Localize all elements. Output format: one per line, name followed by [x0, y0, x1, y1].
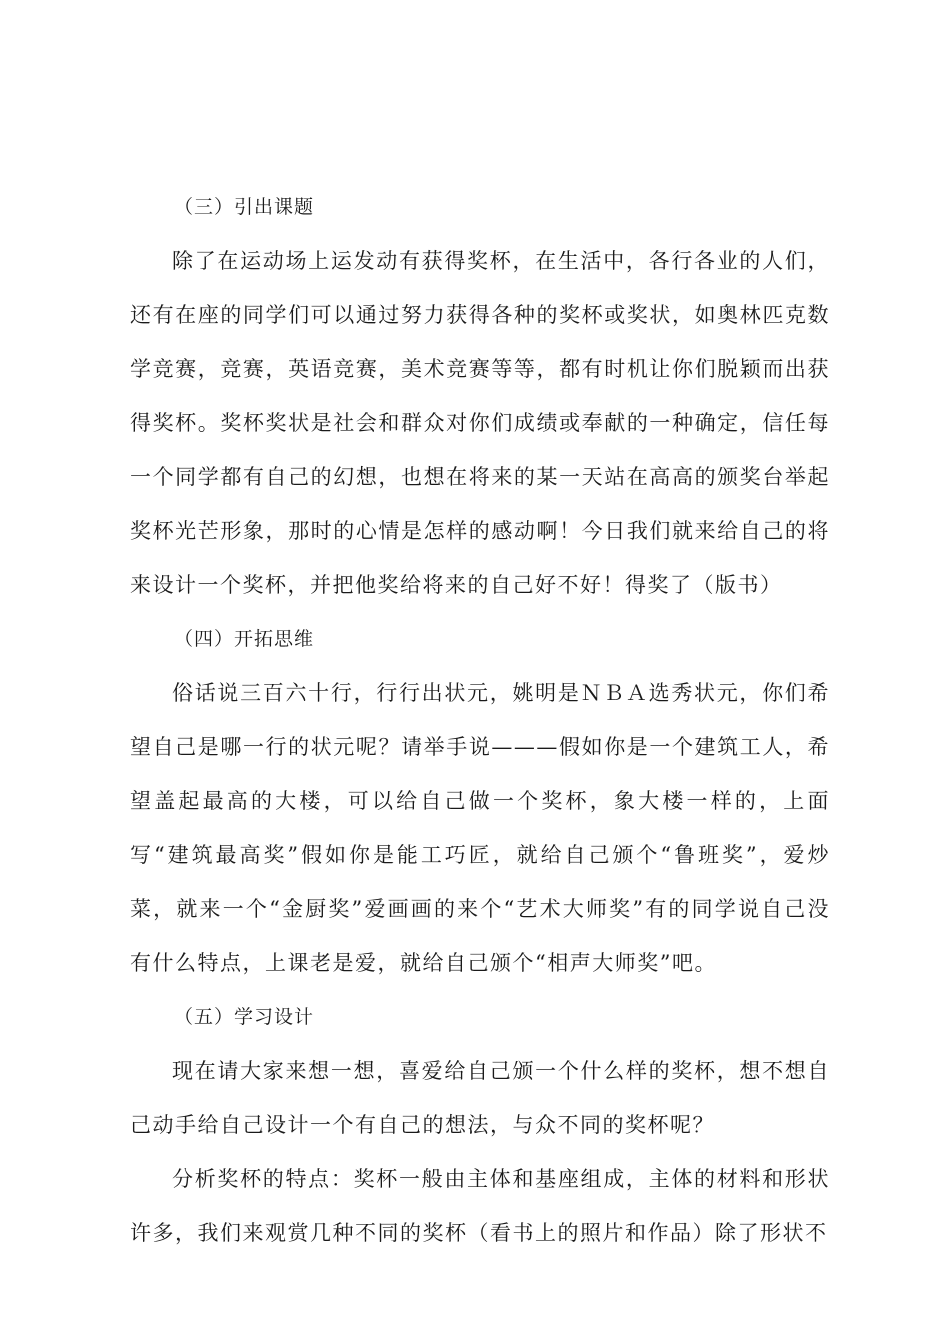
paragraph: 分析奖杯的特点：奖杯一般由主体和基座组成，主体的材料和形状许多，我们来观赏几种不同的奖杯（看书上的照片和作品）除了形状不 — [130, 1167, 830, 1245]
section-heading-3: （三）引出课题 — [174, 196, 315, 218]
section-heading-4: （四）开拓思维 — [174, 628, 315, 650]
section-heading-5: （五）学习设计 — [174, 1006, 315, 1028]
document-body — [130, 180, 830, 1260]
paragraph: 现在请大家来想一想，喜爱给自己颁一个什么样的奖杯，想不想自己动手给自己设计一个有自己的想法，与众不同的奖杯呢？ — [130, 1059, 830, 1137]
paragraph: 除了在运动场上运发动有获得奖杯，在生活中，各行各业的人们，还有在座的同学们可以通过努力获得各种的奖杯或奖状，如奥林匹克数学竞赛，竞赛，英语竞赛，美术竞赛等等，都有时机让你们脱颖而出获得奖杯。奖杯奖状是社会和群众对你们成绩或奉献的一种确定，信任每一个同学都有自己的幻想，也想在将来的某一天站在高高的颁奖台举起奖杯光芒形象，那时的心情是怎样的感动啊！今日我们就来给自己的将来设计一个奖杯，并把他奖给将来的自己好不好！得奖了（版书） — [130, 249, 830, 597]
paragraph: 俗话说三百六十行，行行出状元，姚明是ＮＢＡ选秀状元，你们希望自己是哪一行的状元呢？请举手说———假如你是一个建筑工人，希望盖起最高的大楼，可以给自己做一个奖杯，象大楼一样的，上面写“建筑最高奖”假如你是能工巧匠，就给自己颁个“鲁班奖”，爱炒菜，就来一个“金厨奖”爱画画的来个“艺术大师奖”有的同学说自己没有什么特点，上课老是爱，就给自己颁个“相声大师奖”吧。 — [130, 681, 830, 975]
